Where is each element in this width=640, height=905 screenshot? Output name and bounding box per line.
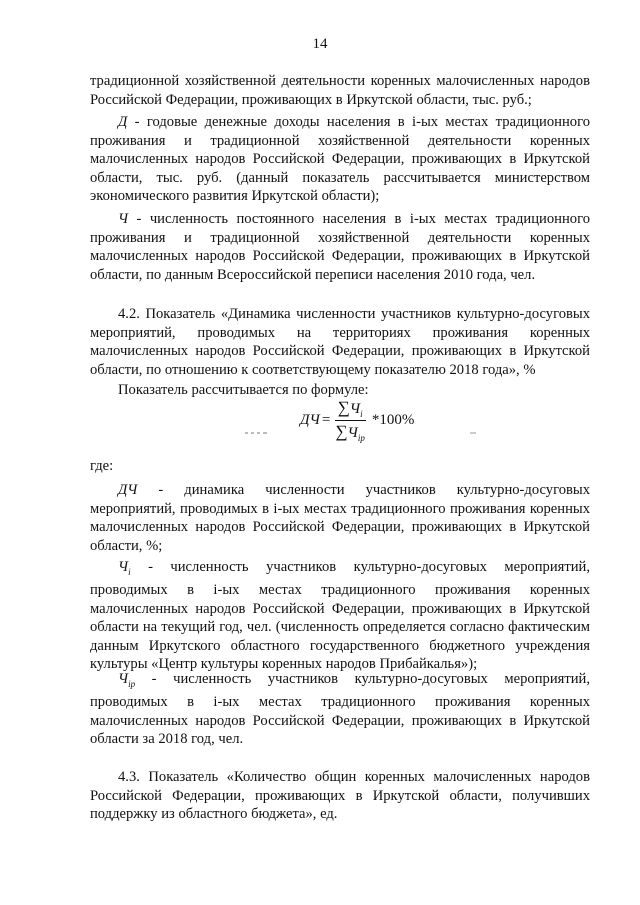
formula-intro: Показатель рассчитывается по формуле: [118, 382, 369, 398]
formula-equals: = [321, 412, 331, 428]
formula [300, 398, 414, 443]
denominator-var: Ч [347, 425, 358, 441]
scan-artifact [245, 432, 267, 434]
section-4-3: 4.3. Показатель «Количество общин коренных малочисленных народов Российской Федерации, проживающих в Иркутской области, получивших поддержку из областного бюджета», ед. [90, 769, 590, 822]
definition-chip [90, 670, 590, 749]
formula-fraction [332, 398, 367, 443]
symbol-chip: $Ч_{ip}$ [118, 671, 136, 689]
formula-multiplier: *100% [371, 412, 415, 428]
symbol-dch: ДЧ [118, 482, 138, 498]
symbol-d: Д [118, 114, 128, 130]
denominator-sub: ip [357, 433, 365, 443]
definition-d [90, 113, 590, 206]
definition-ch [90, 210, 590, 284]
numerator-sub: i [360, 409, 363, 419]
section-4-2: 4.2. Показатель «Динамика численности участников культурно-досуговых мероприятий, проводимых на территориях проживания коренных малочисленных народов Российской Федерации, проживающих в Иркутской области, по отношению к соответствующему показателю 2018 года», % [90, 306, 590, 378]
scan-artifact [470, 432, 476, 434]
definition-chi [90, 558, 590, 674]
definition-d-text: - годовые денежные доходы населения в i-ых местах традиционного проживания и традиционной хозяйственной деятельности коренных малочисленных народов Российской Федерации, проживающих в Иркутской области, тыс. руб. (данный показатель рассчитывается министерством экономического развития Иркутской области); [90, 114, 590, 204]
formula-lhs: ДЧ [300, 412, 320, 428]
definition-dch [90, 481, 590, 555]
definition-dch-text: - динамика численности участников культурно-досуговых мероприятий, проводимых в i-ых местах традиционного проживания коренных малочисленных народов Российской Федерации, проживающих в Иркутской области, %; [90, 482, 590, 554]
symbol-chi-sub: i [128, 566, 131, 577]
sigma-symbol: ∑ [335, 422, 348, 441]
page-number: 14 [312, 36, 328, 52]
definition-chip-text: - численность участников культурно-досуговых мероприятий, проводимых в i-ых местах традиционного проживания коренных малочисленных народов Российской Федерации, проживающих в Иркутской области за 2018 год, чел. [90, 671, 590, 748]
formula-denominator [332, 421, 367, 443]
where-label: где: [90, 458, 114, 474]
definition-ch-text: - численность постоянного населения в i-ых местах традиционного проживания и традиционной хозяйственной деятельности коренных малочисленных народов Российской Федерации, проживающих в Иркутской области, по данным Всероссийской переписи населения 2010 года, чел. [90, 211, 590, 283]
definition-chi-text: - численность участников культурно-досуговых мероприятий, проводимых в i-ых местах традиционного проживания коренных малочисленных народов Российской Федерации, проживающих в Иркутской области на текущий год, чел. (численность определяется согласно фактическим данным Иркутского областного государственного бюджетного учреждения культуры «Центр культуры коренных народов Прибайкалья»); [90, 559, 590, 673]
symbol-chi: $Ч_i$ [118, 559, 131, 577]
symbol-chip-sub: ip [128, 678, 136, 689]
paragraph-continuation: традиционной хозяйственной деятельности коренных малочисленных народов Российской Федерации, проживающих в Иркутской области, тыс. руб.; [90, 73, 590, 108]
sigma-symbol: ∑ [337, 398, 350, 417]
symbol-ch: Ч [118, 211, 129, 227]
formula-numerator [335, 398, 366, 421]
numerator-var: Ч [349, 401, 361, 417]
